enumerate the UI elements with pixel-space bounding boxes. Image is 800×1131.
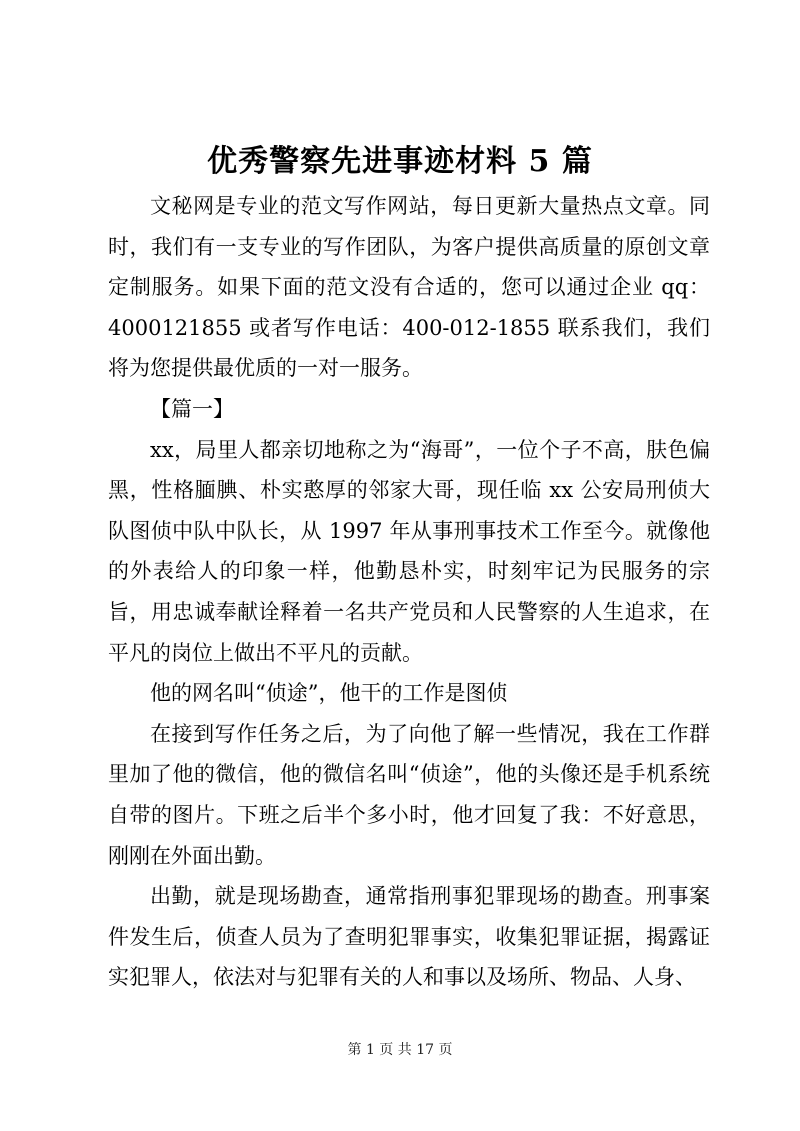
body-paragraph: 出勤，就是现场勘查，通常指刑事犯罪现场的勘查。刑事案件发生后，侦查人员为了查明犯罪事实，收集犯罪证据，揭露证实犯罪人，依法对与犯罪有关的人和事以及场所、物品、人身、 [108,884,710,990]
page-number-footer: 第 1 页 共 17 页 [347,1042,453,1058]
body-paragraph: xx，局里人都亲切地称之为“海哥”，一位个子不高，肤色偏黑，性格腼腆、朴实憨厚的邻家大哥，现任临 xx 公安局刑侦大队图侦中队中队长，从 1997 年从事刑事技术工作至今。就像他的外表给人的印象一样，他勤恳朴实，时刻牢记为民服务的宗旨，用忠诚奉献诠释着一名共产党员和人民警察的人生追求，在平凡的岗位上做出不平凡的贡献。 [108,437,710,665]
subheading-paragraph: 他的网名叫“侦途”，他干的工作是图侦 [150,681,508,706]
body-paragraph: 在接到写作任务之后，为了向他了解一些情况，我在工作群里加了他的微信，他的微信名叫“侦途”，他的头像还是手机系统自带的图片。下班之后半个多小时，他才回复了我：不好意思，刚刚在外面出勤。 [108,721,710,868]
section-heading: 【篇一】 [150,396,234,421]
intro-paragraph: 文秘网是专业的范文写作网站，每日更新大量热点文章。同时，我们有一支专业的写作团队，为客户提供高质量的原创文章定制服务。如果下面的范文没有合适的，您可以通过企业 qq：4000121855 或者写作电话：400-012-1855 联系我们，我们将为您提供最优质的一对一服务。 [108,194,710,381]
document-title: 优秀警察先进事迹材料 5 篇 [207,144,593,179]
document-body [108,186,710,998]
